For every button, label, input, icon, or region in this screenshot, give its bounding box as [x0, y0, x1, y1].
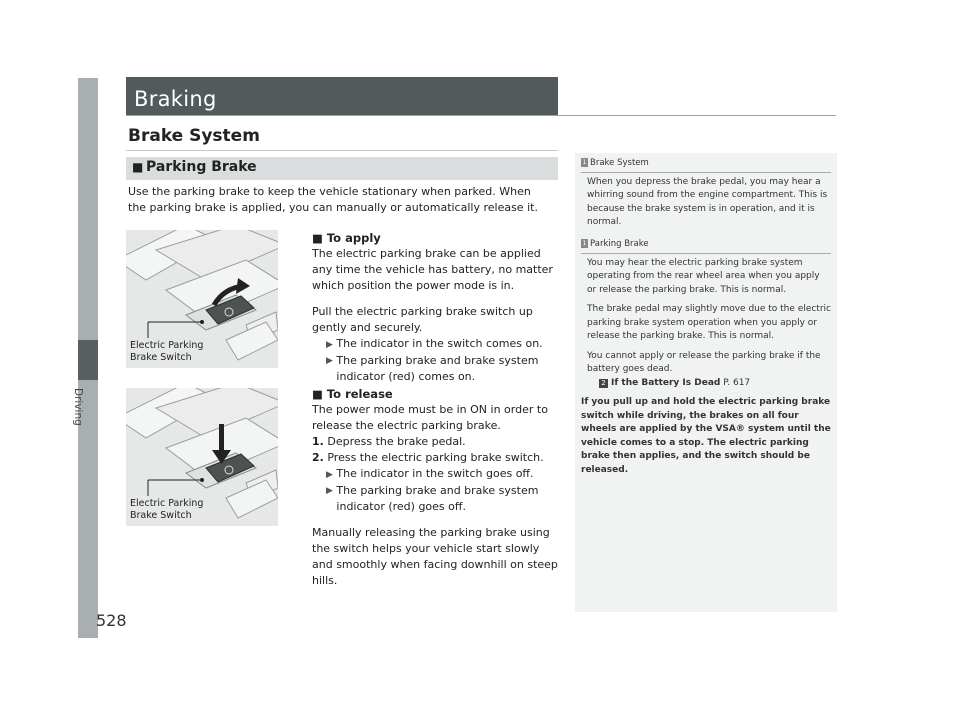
release-caption: [130, 498, 203, 522]
header-rule: [126, 115, 836, 116]
release-section: [312, 386, 562, 589]
release-result2: [312, 483, 562, 515]
apply-line1: The electric parking brake can be applied any time the vehicle has battery, no matter which position the power mode is in.: [312, 247, 553, 292]
apply-caption: [130, 340, 203, 364]
section-title: Braking: [134, 87, 217, 111]
triangle-arrow-icon: ▶: [326, 356, 333, 366]
note-brake-system-text: When you depress the brake pedal, you may hear a whirring sound from the engine compartment. This is because the brake system is in operation, and it is normal.: [587, 176, 828, 227]
parking-brake-subheader: [126, 157, 558, 180]
note-number-icon: 1: [582, 240, 587, 247]
release-heading: ■ To release: [312, 387, 393, 401]
note-parking-p2: The brake pedal may slightly move due to the electric parking brake system operation when you apply or release the parking brake. This is normal.: [587, 304, 831, 341]
apply-illustration: [126, 230, 278, 368]
note-parking-brake: [581, 238, 831, 483]
release-result2-text: The parking brake and brake system indicator (red) goes off.: [336, 484, 539, 513]
release-caption-line1: Electric Parking: [130, 498, 204, 509]
release-step1: [312, 434, 562, 450]
apply-result1: [312, 336, 562, 353]
section-header: [126, 77, 558, 115]
note-parking-p1: You may hear the electric parking brake system operating from the rear wheel area when you apply or release the parking brake. This is normal.: [587, 257, 820, 295]
note-parking-brake-title: Parking Brake: [590, 239, 649, 249]
triangle-arrow-icon: ▶: [326, 486, 333, 496]
note-parking-p3: You cannot apply or release the parking brake if the battery goes dead.: [587, 350, 821, 374]
apply-line2: Pull the electric parking brake switch up gently and securely.: [312, 305, 533, 334]
note-brake-system: [581, 157, 831, 236]
square-bullet-icon: ■: [132, 160, 144, 174]
apply-result2: [312, 353, 562, 385]
parking-brake-intro: Use the parking brake to keep the vehicle stationary when parked. When the parking brake is applied, you can manually or automatically release it.: [128, 185, 538, 214]
cross-reference-icon: 2: [599, 379, 608, 388]
side-tab-label: Driving: [72, 388, 84, 426]
apply-result2-text: The parking brake and brake system indicator (red) comes on.: [336, 354, 539, 383]
title-rule: [126, 150, 558, 151]
apply-caption-line1: Electric Parking: [130, 340, 204, 351]
apply-heading: ■ To apply: [312, 231, 381, 245]
release-result1: [312, 466, 562, 483]
step2-number: 2.: [312, 451, 324, 464]
release-result1-text: The indicator in the switch goes off.: [336, 467, 534, 480]
release-illustration: [126, 388, 278, 526]
note-warning: If you pull up and hold the electric parking brake switch while driving, the brakes on all four wheels are applied by the VSA® system until the vehicle comes to a stop. The electric parking brake then applies, and the switch should be released.: [581, 397, 831, 475]
side-tab-bar: [78, 78, 98, 638]
note-brake-system-title: Brake System: [590, 158, 649, 168]
page-title: Brake System: [128, 126, 260, 146]
apply-caption-line2: Brake Switch: [130, 352, 192, 363]
note-number-icon: 1: [582, 159, 587, 166]
parking-brake-title: Parking Brake: [146, 159, 257, 175]
step1-text: Depress the brake pedal.: [327, 435, 466, 448]
xref-label[interactable]: If the Battery Is Dead: [611, 377, 721, 388]
xref-battery-dead[interactable]: [581, 377, 831, 391]
step1-number: 1.: [312, 435, 324, 448]
triangle-arrow-icon: ▶: [326, 340, 333, 350]
release-line1: The power mode must be in ON in order to release the electric parking brake.: [312, 403, 548, 432]
apply-section: [312, 230, 562, 385]
xref-page[interactable]: P. 617: [723, 377, 751, 388]
step2-text: Press the electric parking brake switch.: [327, 451, 544, 464]
release-step2: [312, 450, 562, 466]
side-tab-active: [78, 340, 98, 380]
note-parking-brake-head: [581, 238, 831, 254]
apply-result1-text: The indicator in the switch comes on.: [336, 337, 543, 350]
triangle-arrow-icon: ▶: [326, 470, 333, 480]
release-caption-line2: Brake Switch: [130, 510, 192, 521]
release-manual: Manually releasing the parking brake using the switch helps your vehicle start slowly and smoothly when facing downhill on steep hills.: [312, 526, 558, 587]
page-number: 528: [96, 611, 127, 630]
note-brake-system-head: [581, 157, 831, 173]
